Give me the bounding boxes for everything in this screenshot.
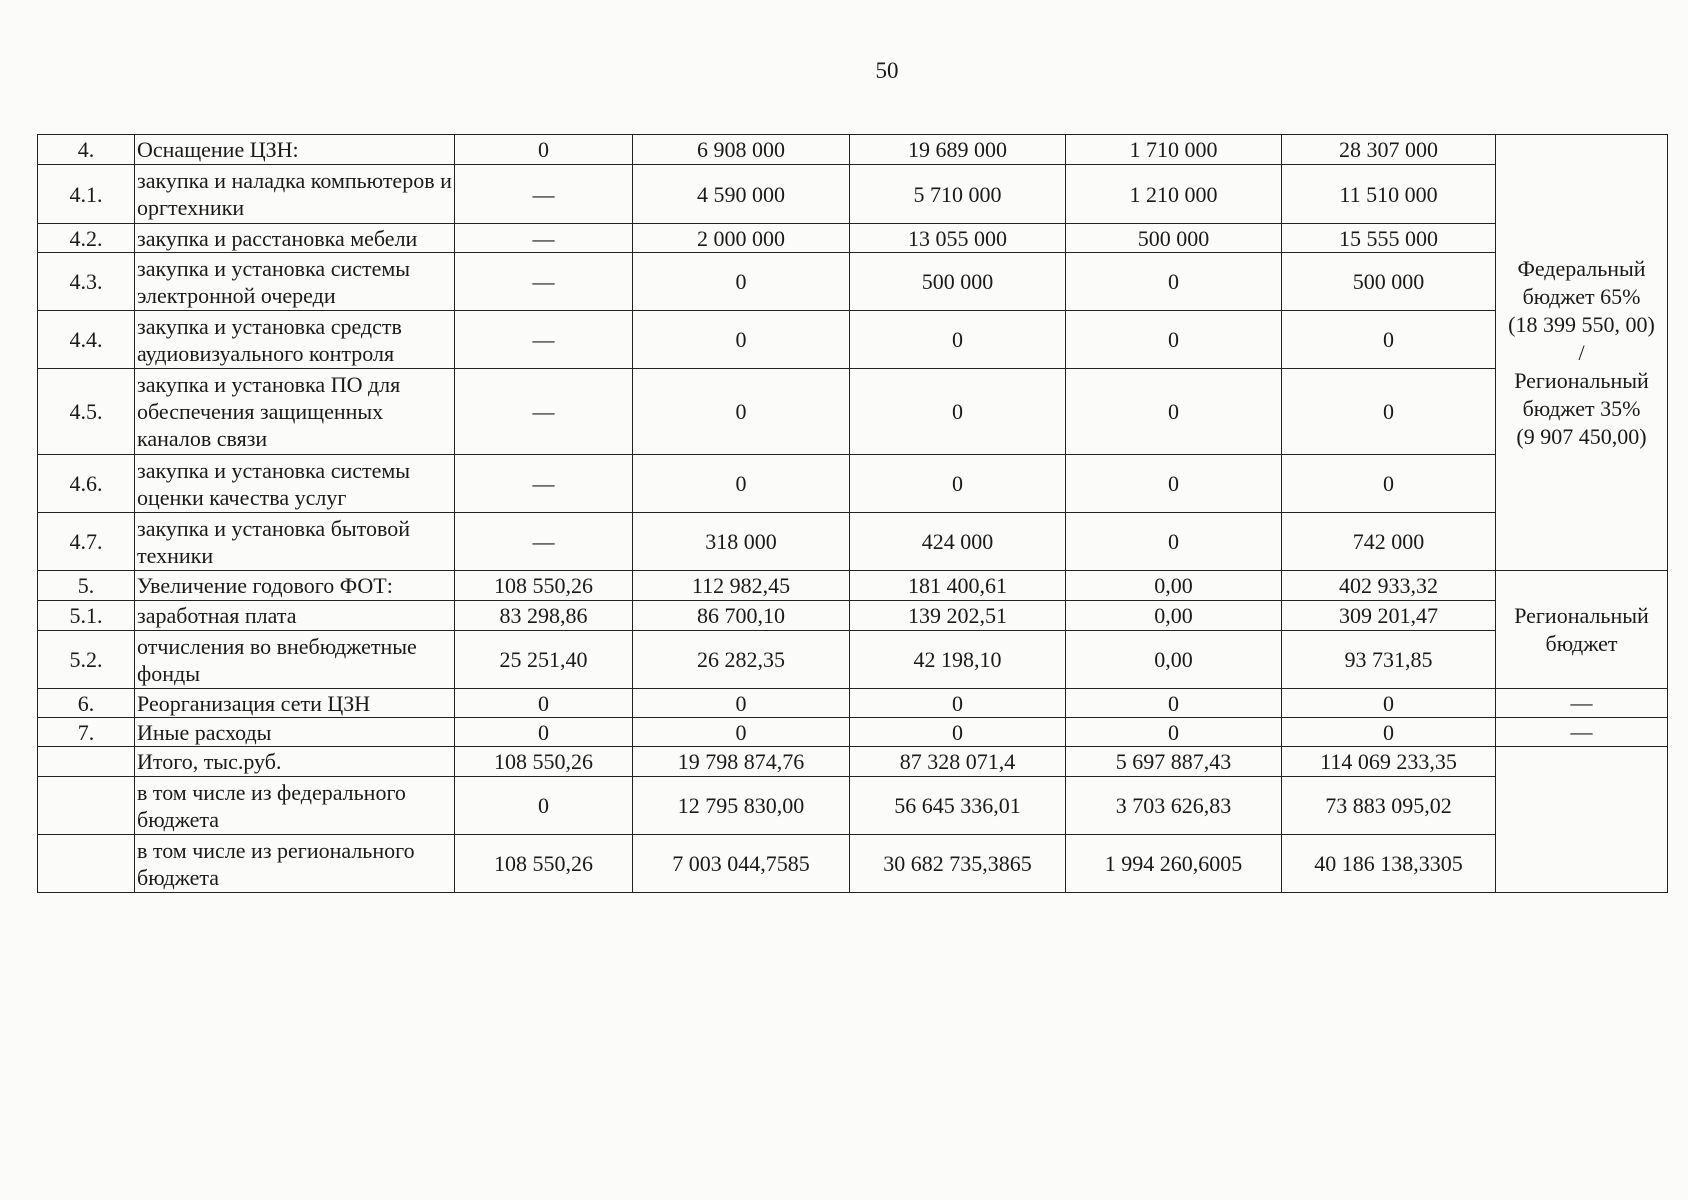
value-cell: 12 795 830,00 <box>633 777 850 835</box>
table-row <box>38 747 1668 777</box>
row-name: закупка и наладка компьютеров и оргтехники <box>135 165 455 224</box>
value-cell: 0 <box>455 135 633 165</box>
value-cell: 0 <box>1282 311 1496 369</box>
row-name: закупка и расстановка мебели <box>135 224 455 253</box>
row-name: закупка и установка средств аудиовизуального контроля <box>135 311 455 369</box>
value-cell: 0 <box>1066 253 1282 311</box>
row-name: закупка и установка ПО для обеспечения защищенных каналов связи <box>135 369 455 455</box>
value-cell: 1 994 260,6005 <box>1066 835 1282 893</box>
row-number: 6. <box>38 689 135 718</box>
budget-table <box>37 134 1668 893</box>
row-number: 4.2. <box>38 224 135 253</box>
value-cell: 108 550,26 <box>455 835 633 893</box>
row-number: 5.1. <box>38 601 135 631</box>
table-row <box>38 601 1668 631</box>
funding-source-line: (18 399 550, 00) <box>1508 311 1655 337</box>
value-cell: 26 282,35 <box>633 631 850 689</box>
value-cell: 0 <box>455 777 633 835</box>
funding-source-line: / <box>1578 339 1585 365</box>
value-cell: 6 908 000 <box>633 135 850 165</box>
table-row <box>38 311 1668 369</box>
table-row <box>38 455 1668 513</box>
value-cell: 0 <box>1282 718 1496 747</box>
table-row <box>38 369 1668 455</box>
table-row <box>38 165 1668 224</box>
value-cell: 15 555 000 <box>1282 224 1496 253</box>
row-name: Итого, тыс.руб. <box>135 747 455 777</box>
page-number: 50 <box>875 58 899 83</box>
value-cell: 424 000 <box>850 513 1066 571</box>
value-cell: 0 <box>633 311 850 369</box>
table-row <box>38 135 1668 165</box>
funding-source-line: Федеральный <box>1517 255 1646 281</box>
value-cell: 40 186 138,3305 <box>1282 835 1496 893</box>
value-cell: 0 <box>850 311 1066 369</box>
row-number: 5. <box>38 571 135 601</box>
row-number <box>38 777 135 835</box>
value-cell: 5 697 887,43 <box>1066 747 1282 777</box>
value-cell: 93 731,85 <box>1282 631 1496 689</box>
value-cell: 86 700,10 <box>633 601 850 631</box>
empty-source-cell <box>1496 747 1668 893</box>
row-name: закупка и установка системы оценки качества услуг <box>135 455 455 513</box>
value-cell: 181 400,61 <box>850 571 1066 601</box>
value-cell: 0 <box>633 689 850 718</box>
value-cell: 0 <box>455 718 633 747</box>
value-cell: 0 <box>1066 455 1282 513</box>
value-cell: 112 982,45 <box>633 571 850 601</box>
row-number: 4.4. <box>38 311 135 369</box>
funding-source-cell: — <box>1496 689 1668 718</box>
value-cell: 0 <box>1282 689 1496 718</box>
value-cell: 0 <box>633 718 850 747</box>
row-number: 7. <box>38 718 135 747</box>
value-cell: 0 <box>1066 311 1282 369</box>
value-cell: 7 003 044,7585 <box>633 835 850 893</box>
value-cell: 500 000 <box>1282 253 1496 311</box>
value-cell: 0 <box>850 369 1066 455</box>
value-cell: 0 <box>1066 718 1282 747</box>
value-cell: 114 069 233,35 <box>1282 747 1496 777</box>
value-cell: — <box>455 369 633 455</box>
funding-source-line: Региональный <box>1514 367 1649 393</box>
funding-source-line: бюджет 35% <box>1522 395 1641 421</box>
table-row <box>38 835 1668 893</box>
row-name: закупка и установка бытовой техники <box>135 513 455 571</box>
table-row <box>38 631 1668 689</box>
value-cell: 1 710 000 <box>1066 135 1282 165</box>
value-cell: 309 201,47 <box>1282 601 1496 631</box>
value-cell: 0,00 <box>1066 631 1282 689</box>
value-cell: 83 298,86 <box>455 601 633 631</box>
funding-source-cell: — <box>1496 718 1668 747</box>
row-number: 4.7. <box>38 513 135 571</box>
value-cell: 0,00 <box>1066 571 1282 601</box>
value-cell: 0 <box>633 253 850 311</box>
row-number: 4.5. <box>38 369 135 455</box>
row-name: Реорганизация сети ЦЗН <box>135 689 455 718</box>
value-cell: 500 000 <box>850 253 1066 311</box>
value-cell: — <box>455 455 633 513</box>
value-cell: 0 <box>633 455 850 513</box>
value-cell: 742 000 <box>1282 513 1496 571</box>
value-cell: — <box>455 224 633 253</box>
value-cell: 19 689 000 <box>850 135 1066 165</box>
value-cell: — <box>455 311 633 369</box>
funding-source-line: Региональный <box>1514 602 1649 628</box>
table-row <box>38 224 1668 253</box>
funding-source-line: (9 907 450,00) <box>1516 423 1647 449</box>
value-cell: 500 000 <box>1066 224 1282 253</box>
row-name: в том числе из регионального бюджета <box>135 835 455 893</box>
value-cell: 0 <box>850 718 1066 747</box>
value-cell: 1 210 000 <box>1066 165 1282 224</box>
row-number: 4. <box>38 135 135 165</box>
value-cell: 0 <box>1066 513 1282 571</box>
value-cell: 4 590 000 <box>633 165 850 224</box>
value-cell: 5 710 000 <box>850 165 1066 224</box>
value-cell: 0 <box>850 455 1066 513</box>
row-name: Оснащение ЦЗН: <box>135 135 455 165</box>
row-number <box>38 747 135 777</box>
value-cell: 13 055 000 <box>850 224 1066 253</box>
value-cell: 0 <box>1282 455 1496 513</box>
funding-source-cell <box>1496 135 1668 571</box>
value-cell: 318 000 <box>633 513 850 571</box>
funding-source-line: бюджет 65% <box>1522 283 1641 309</box>
value-cell: 28 307 000 <box>1282 135 1496 165</box>
row-number: 4.1. <box>38 165 135 224</box>
table-row <box>38 777 1668 835</box>
value-cell: 139 202,51 <box>850 601 1066 631</box>
value-cell: 11 510 000 <box>1282 165 1496 224</box>
value-cell: 0 <box>633 369 850 455</box>
funding-source-cell <box>1496 571 1668 689</box>
value-cell: — <box>455 165 633 224</box>
value-cell: 42 198,10 <box>850 631 1066 689</box>
value-cell: 73 883 095,02 <box>1282 777 1496 835</box>
row-name: закупка и установка системы электронной очереди <box>135 253 455 311</box>
value-cell: — <box>455 513 633 571</box>
value-cell: 56 645 336,01 <box>850 777 1066 835</box>
table-row <box>38 689 1668 718</box>
value-cell: 402 933,32 <box>1282 571 1496 601</box>
value-cell: 25 251,40 <box>455 631 633 689</box>
row-number: 4.6. <box>38 455 135 513</box>
value-cell: 19 798 874,76 <box>633 747 850 777</box>
table-row <box>38 571 1668 601</box>
row-name: отчисления во внебюджетные фонды <box>135 631 455 689</box>
table-row <box>38 718 1668 747</box>
value-cell: 0 <box>1282 369 1496 455</box>
table-row <box>38 513 1668 571</box>
row-name: в том числе из федерального бюджета <box>135 777 455 835</box>
value-cell: 0 <box>455 689 633 718</box>
value-cell: 87 328 071,4 <box>850 747 1066 777</box>
row-number <box>38 835 135 893</box>
table-row <box>38 253 1668 311</box>
value-cell: 0 <box>850 689 1066 718</box>
value-cell: 108 550,26 <box>455 747 633 777</box>
row-name: Иные расходы <box>135 718 455 747</box>
value-cell: 0,00 <box>1066 601 1282 631</box>
row-number: 5.2. <box>38 631 135 689</box>
row-number: 4.3. <box>38 253 135 311</box>
value-cell: 0 <box>1066 689 1282 718</box>
value-cell: 30 682 735,3865 <box>850 835 1066 893</box>
value-cell: 108 550,26 <box>455 571 633 601</box>
row-name: заработная плата <box>135 601 455 631</box>
value-cell: — <box>455 253 633 311</box>
row-name: Увеличение годового ФОТ: <box>135 571 455 601</box>
value-cell: 0 <box>1066 369 1282 455</box>
value-cell: 2 000 000 <box>633 224 850 253</box>
value-cell: 3 703 626,83 <box>1066 777 1282 835</box>
funding-source-line: бюджет <box>1545 630 1618 656</box>
